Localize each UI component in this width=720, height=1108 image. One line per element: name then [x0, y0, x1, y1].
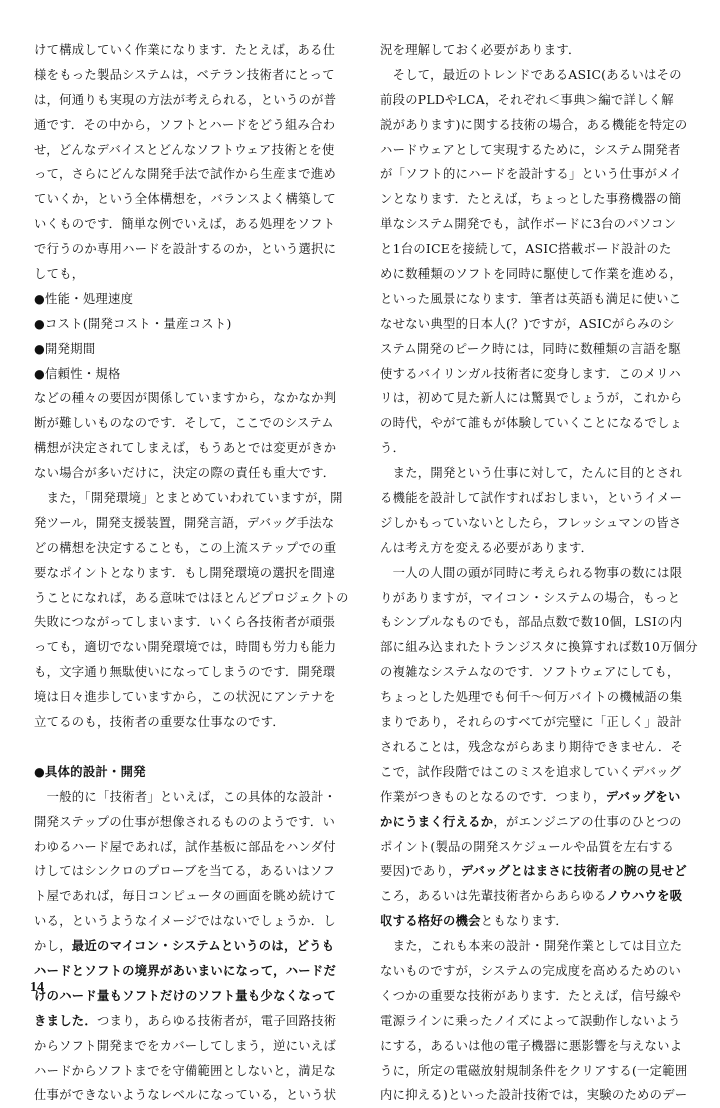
text-line: って，さらにどんな開発手法で試作から生産まで進め [34, 167, 337, 182]
bullet-item [34, 312, 352, 337]
text-line: 境は日々進歩していますから，この状況にアンテナを [34, 690, 336, 705]
bullet-text: 開発期間 [45, 341, 96, 356]
text-line: る機能を設計して試作すればおしまい，というイメー [380, 491, 683, 506]
text-line: ジしかもっていないとしたら，フレッシュマンの皆さ [380, 515, 682, 530]
text-line: ない場合が多いだけに，決定の際の責任も重大です． [34, 466, 336, 481]
text-line: ト屋であれば，毎日コンピュータの画面を眺め続けて [34, 889, 337, 904]
text-line: せ，どんなデバイスとどんなソフトウェア技術とを使 [34, 142, 335, 157]
text-line: で行うのか専用ハードを設計するのか，という選択に [34, 242, 337, 257]
text-line: といった風景になります．筆者は英語も満足に使いこ [380, 291, 682, 306]
text-line: また，開発という仕事に対して，たんに目的とされ [380, 466, 683, 481]
bullet-text: コスト(開発コスト・量産コスト) [45, 316, 232, 331]
text-line: 況を理解しておく必要があります． [380, 43, 581, 57]
text-line: 説があります)に関する技術の場合，ある機能を特定の [380, 117, 688, 132]
text-line: 一人の人間の頭が同時に考えられる物事の数には限 [380, 565, 683, 580]
text-line: うに，所定の電磁放射規制条件をクリアする(一定範囲 [380, 1063, 688, 1078]
text-line [380, 859, 698, 884]
emphasis-text: 収する格好の機会 [380, 914, 481, 929]
text-line: ハードウェアとして実現するために，システム開発者 [380, 142, 681, 157]
text-line [34, 984, 352, 1009]
text-line [380, 785, 698, 810]
spacer [34, 735, 352, 760]
bullet-text: 性能・処理速度 [45, 291, 134, 306]
text-line: 内に抑える)といった設計技術では，実験のためのデー [380, 1088, 688, 1103]
text-line [380, 884, 698, 909]
text-run: かし， [34, 939, 72, 954]
text-line: 仕事ができないようなレベルになっている，という状 [34, 1088, 337, 1103]
emphasis-text: きました． [34, 1013, 97, 1028]
emphasis-text: 最近のマイコン・システムというのは，どうも [71, 939, 335, 954]
text-line: くつかの重要な技術があります．たとえば，信号線や [380, 988, 682, 1003]
text-line: 使するバイリンガル技術者に変身します．このメリハ [380, 366, 681, 381]
text-line: ていくか，という全体構想を，バランスよく構築して [34, 192, 336, 207]
text-run: ともなります． [480, 914, 568, 929]
text-line: などの種々の要因が関係していますから，なかなか判 [34, 391, 337, 406]
text-line: 失敗につながってしまいます．いくら各技術者が頑張 [34, 615, 336, 630]
text-line: は，何通りも実現の方法が考えられる，というのが普 [34, 92, 337, 107]
text-line: ステム開発のピーク時には，同時に数種類の言語を駆 [380, 341, 681, 356]
text-line: けしてはシンクロのプローブを当てる，あるいはソフ [34, 864, 336, 879]
emphasis-text: デバッグとはまさに技術者の腕の見せど [460, 864, 687, 879]
text-line: わゆるハード屋であれば，試作基板に部品をハンダ付 [34, 839, 336, 854]
text-line: 立てるのも，技術者の重要な仕事なのです． [34, 715, 285, 730]
text-line: いくものです．簡単な例でいえば，ある処理をソフト [34, 217, 336, 232]
text-line: 構想が決定されてしまえば，もうあとでは変更がきか [34, 441, 337, 456]
text-run: 作業がつきものとなるのです．つまり， [380, 789, 606, 804]
bullet-item [34, 337, 352, 362]
page-number: 14 [30, 980, 44, 995]
text-line [34, 934, 352, 959]
text-line: 一般的に「技術者」といえば，この具体的な設計・ [34, 789, 337, 804]
text-line: っても，適切でない開発環境では，時間も労力も能力 [34, 640, 337, 655]
text-line: また，これも本来の設計・開発作業としては目立た [380, 939, 683, 954]
text-line: が「ソフト的にハードを設計する」という仕事がメイ [380, 167, 683, 182]
text-line: んは考え方を変える必要があります． [380, 540, 594, 555]
text-line: りがありますが，マイコン・システムの場合，もっと [380, 590, 681, 605]
text-line: 単なシステム開発でも，試作ボードに3台のパソコン [380, 217, 677, 232]
text-line: 要なポイントとなります．もし開発環境の選択を間違 [34, 565, 336, 580]
bullet-item [34, 287, 352, 312]
text-line: リは，初めて見た新人には驚異でしょうが，これから [380, 391, 683, 406]
text-line: にする，あるいは他の電子機器に悪影響を与えないよ [380, 1038, 683, 1053]
bullet-text: 信頼性・規格 [45, 366, 121, 381]
text-line: 電源ラインに乗ったノイズによって誤動作しないよう [380, 1013, 681, 1028]
text-run: 要因)であり， [380, 864, 461, 879]
text-line: う． [380, 441, 406, 456]
text-line: こで，試作段階ではこのミスを追求していくデバッグ [380, 764, 682, 779]
text-line: もシンプルなものでも，部品点数で数10個，LSIの内 [380, 615, 683, 630]
text-line [34, 959, 352, 984]
text-run: ころ，あるいは先輩技術者からあらゆる [380, 889, 607, 904]
text-line: けて構成していく作業になります．たとえば，ある仕 [34, 43, 336, 57]
text-line: 部に組み込まれたトランジスタに換算すれば数10万個分 [380, 640, 698, 655]
text-line: 様をもった製品システムは，ベテラン技術者にとって [34, 67, 335, 82]
right-column [380, 38, 698, 1108]
text-line: そして，最近のトレンドであるASIC(あるいはその [380, 67, 682, 82]
text-line: なせない典型的日本人(？)ですが，ASICがらみのシ [380, 316, 675, 331]
text-line: も，文字通り無駄使いになってしまうのです．開発環 [34, 665, 336, 680]
text-line: ンとなります．たとえば，ちょっとした事務機器の簡 [380, 192, 682, 207]
emphasis-text: かにうまく行えるか [380, 814, 494, 829]
text-line: うことになれば，ある意味ではほとんどプロジェクトの [34, 590, 349, 605]
text-line [380, 909, 698, 934]
emphasis-text: ハードとソフトの境界があいまいになって，ハードだ [34, 963, 337, 978]
text-line [34, 1009, 352, 1034]
text-line: また，「開発環境」とまとめていわれていますが，開 [34, 491, 343, 506]
text-line: 通です．その中から，ソフトとハードをどう組み合わ [34, 117, 336, 132]
text-line: ポイント(製品の開発スケジュールや品質を左右する [380, 839, 675, 854]
text-line [380, 810, 698, 835]
emphasis-text: デバッグをい [605, 789, 681, 804]
text-line: しても， [34, 267, 85, 282]
text-line: どの構想を決定することも，この上流ステップでの重 [34, 540, 337, 555]
text-line: いる，というようなイメージではないでしょうか．し [34, 914, 336, 929]
text-line: ハードからソフトまでを守備範囲としないと，満足な [34, 1063, 337, 1078]
text-run: つまり，あらゆる技術者が，電子回路技術 [97, 1013, 337, 1028]
text-line: と1台のICEを接続して，ASIC搭載ボード設計のた [380, 242, 672, 257]
text-line: の時代，やがて誰もが体験していくことになるでしょ [380, 416, 683, 431]
text-line: されることは，残念ながらあまり期待できません．そ [380, 739, 684, 754]
emphasis-text: けのハード量もソフトだけのソフト量も少なくなって [34, 988, 337, 1003]
section-heading: ●具体的設計・開発 [34, 764, 146, 779]
text-line: 開発ステップの仕事が想像されるもののようです．い [34, 814, 336, 829]
text-line: 断が難しいものなのです．そして，ここでのシステム [34, 416, 334, 431]
text-line: 前段のPLDやLCA，それぞれ＜事典＞編で詳しく解 [380, 92, 674, 107]
text-run: ，がエンジニアの仕事のひとつの [493, 814, 682, 829]
text-line: の複雑なシステムなのです．ソフトウェアにしても， [380, 665, 680, 680]
text-line: からソフト開発までをカバーしてしまう，逆にいえば [34, 1038, 337, 1053]
text-line: まりであり，それらのすべてが完璧に「正しく」設計 [380, 715, 683, 730]
bullet-item [34, 362, 352, 387]
left-column [34, 38, 352, 1108]
text-line: ちょっとした処理でも何千～何万バイトの機械語の集 [380, 690, 683, 705]
text-line: 発ツール，開発支援装置，開発言語，デバッグ手法な [34, 515, 335, 530]
text-line: ないものですが，システムの完成度を高めるためのい [380, 963, 682, 978]
text-line: めに数種類のソフトを同時に駆使して作業を進める， [380, 267, 683, 282]
emphasis-text: ノウハウを吸 [606, 889, 683, 904]
